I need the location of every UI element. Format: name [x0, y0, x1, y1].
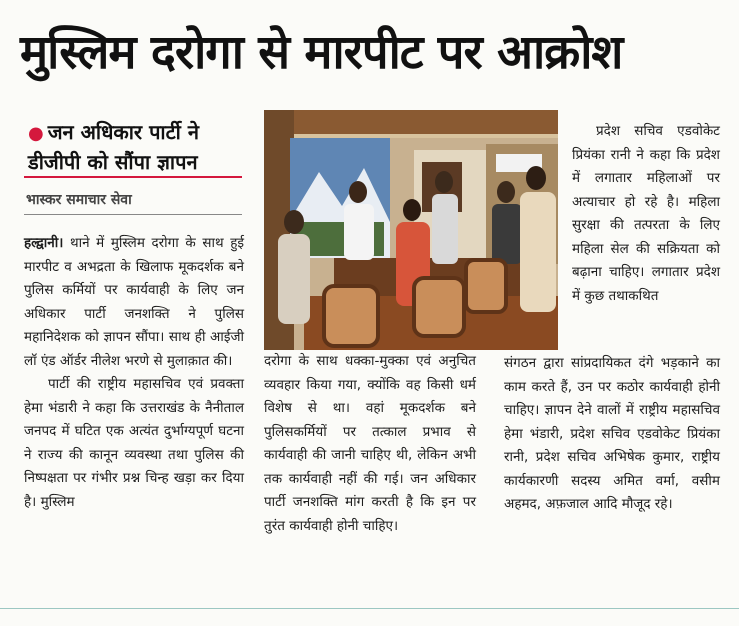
paragraph-4: प्रदेश सचिव एडवोकेट प्रियंका रानी ने कहा कि प्रदेश में लगातार महिलाओं पर अत्याचार हो रहे है। महिला सुरक्षा की तत्परता के लिए महिला सेल की सक्रियता को बढ़ाना चाहिए। लगातार प्रदेश में कुछ तथाकथित — [572, 123, 720, 304]
subheadline — [28, 118, 243, 176]
paragraph-3: दरोगा के साथ धक्का-मुक्का एवं अनुचित व्यवहार किया गया, क्योंकि वह किसी धर्म विशेष से था। वहां मूकदर्शक बने पुलिसकर्मियों पर तत्काल प्रभाव से कार्यवाही की जानी चाहिए थी, लेकिन अभी तक कार्यवाही नहीं की गई। जन अधिकार पार्टी जनशक्ति मांग करती है कि इन पर तुरंत कार्यवाही होनी चाहिए। — [264, 353, 476, 534]
office-meeting-photo — [264, 110, 558, 350]
bottom-divider — [0, 608, 739, 609]
paragraph-1: थाने में मुस्लिम दरोगा के साथ हुई मारपीट व अभद्रता के खिलाफ मूकदर्शक बने पुलिस कर्मियों पर कार्यवाही के लिए जन अधिकार पार्टी जनशक्ति ने पुलिस महानिदेशक को ज्ञापन सौंपा। साथ ही आईजी लॉ एंड ऑर्डर नीलेश भरणे से मुलाक़ात की। — [24, 235, 244, 369]
red-divider — [24, 176, 242, 178]
headline: मुस्लिम दरोगा से मारपीट पर आक्रोश — [20, 25, 623, 80]
byline: भास्कर समाचार सेवा — [26, 192, 132, 208]
byline-divider — [24, 214, 242, 215]
article-column-2 — [264, 350, 476, 538]
article-column-3-bottom — [504, 352, 720, 517]
paragraph-5: संगठन द्वारा सांप्रदायिकत दंगे भड़काने का काम करते हैं, उन पर कठोर कार्यवाही होनी चाहिए। ज्ञापन देने वालों में राष्ट्रीय महासचिव हेमा भंडारी, प्रदेश सचिव एडवोकेट प्रियंका रानी, प्रदेश सचिव अभिषेक कुमार, राष्ट्रीय कार्यकारणी सदस्य अमित वर्मा, वसीम अहमद, अफ़जाल आदि मौजूद रहे। — [504, 355, 720, 512]
news-photo — [264, 110, 558, 350]
subhead-line-2: डीजीपी को सौंपा ज्ञापन — [28, 150, 198, 174]
dateline: हल्द्वानी। — [24, 235, 64, 251]
paragraph-2: पार्टी की राष्ट्रीय महासचिव एवं प्रवक्ता हेमा भंडारी ने कहा कि उत्तराखंड के नैनीताल जनपद में घटित एक अत्यंत दुर्भाग्यपूर्ण घटना ने राज्य की कानून व्यवस्था तथा पुलिस की निष्पक्षता पर गंभीर प्रश्न चिन्ह खड़ा कर दिया है। मुस्लिम — [24, 376, 244, 510]
subhead-line-1: जन अधिकार पार्टी ने — [47, 120, 199, 144]
article-column-3-top — [572, 120, 720, 308]
red-bullet-icon: ● — [28, 123, 44, 144]
article-column-1 — [24, 232, 244, 514]
top-strip — [0, 0, 739, 6]
